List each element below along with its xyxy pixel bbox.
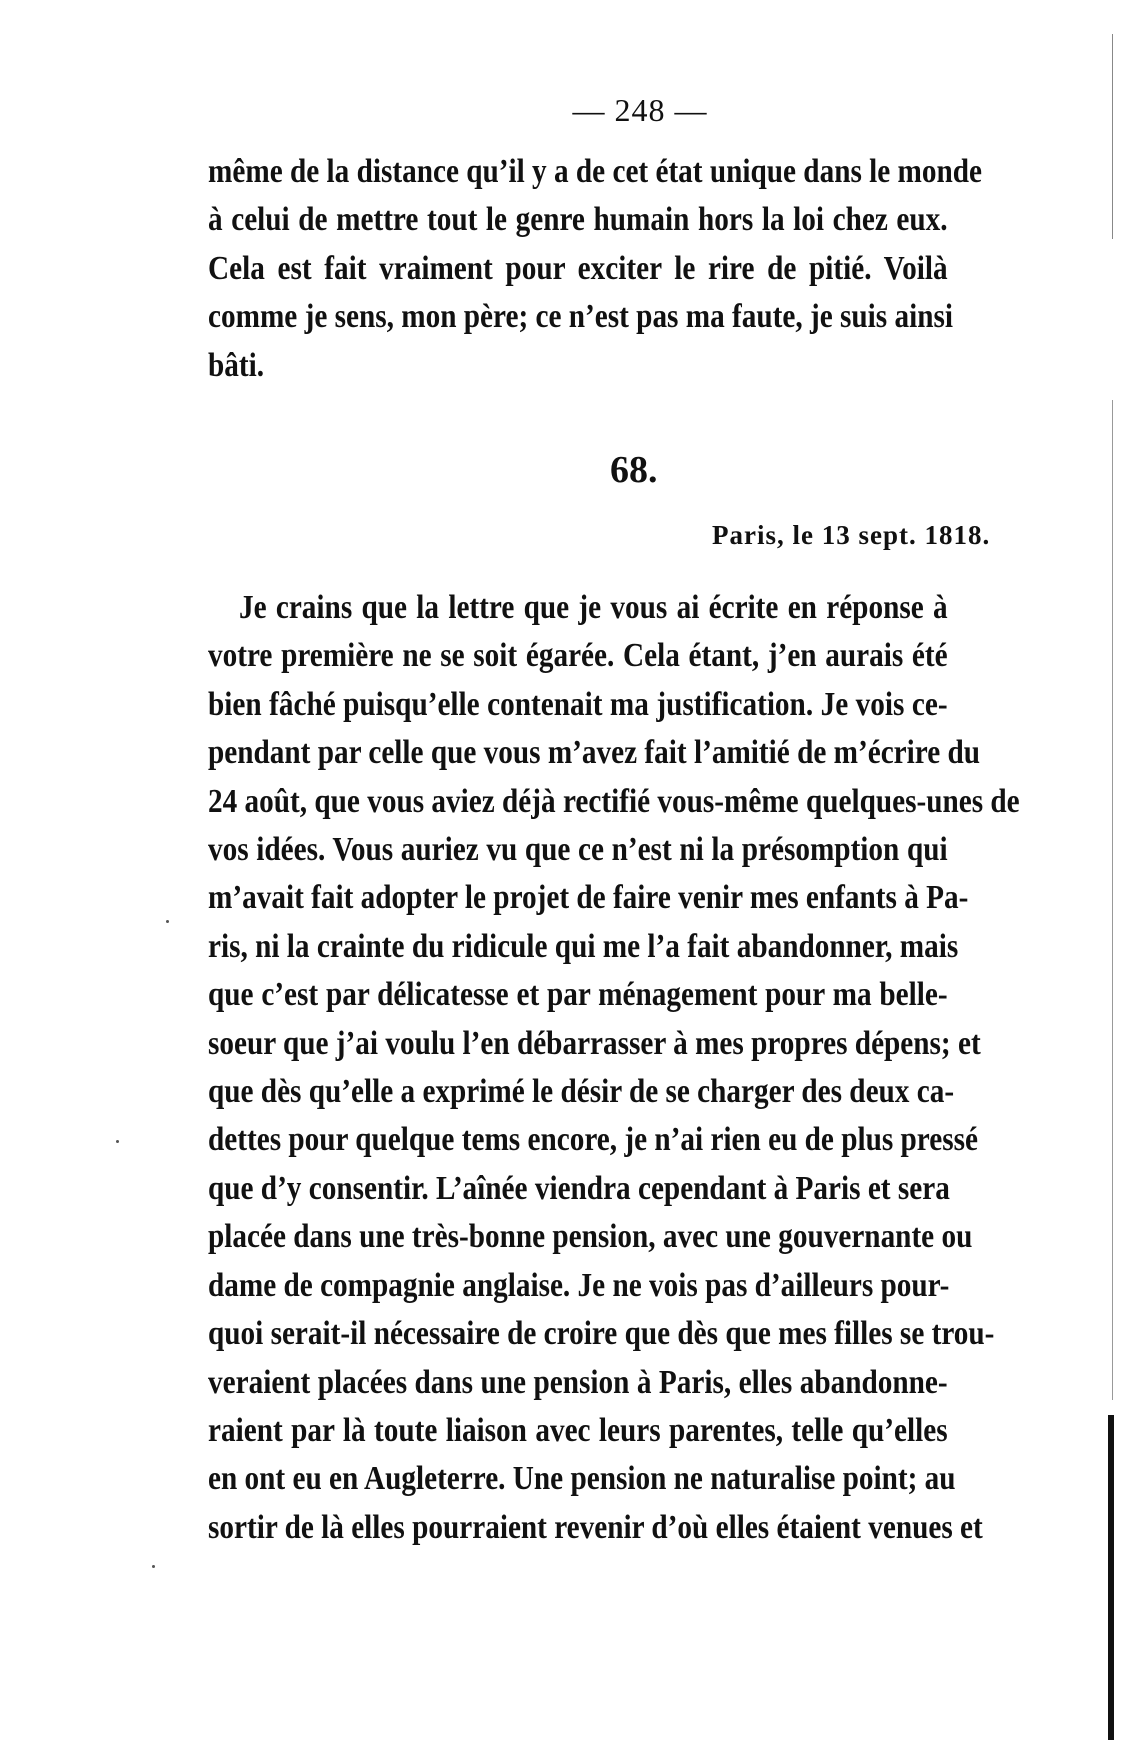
text-line: 24 août, que vous aviez déjà rectifié vous-même quelques-unes de (208, 782, 1020, 820)
letter-number: 68. (610, 449, 658, 491)
text-line: votre première ne se soit égarée. Cela étant, j’en aurais été (208, 637, 948, 675)
page-number: — 248 — (572, 92, 708, 128)
scan-edge-rule (1108, 1415, 1114, 1740)
text-line: en ont eu en Augleterre. Une pension ne naturalise point; au (208, 1460, 956, 1498)
text-line: que dès qu’elle a exprimé le désir de se charger des deux ca- (208, 1073, 955, 1111)
scan-speck (166, 920, 169, 923)
scan-edge-rule (1112, 400, 1113, 1400)
text-line: Je crains que la lettre que je vous ai écrite en réponse à (238, 589, 948, 626)
text-line: vos idées. Vous auriez vu que ce n’est ni la présomption qui (208, 831, 948, 869)
scan-speck (116, 1140, 119, 1143)
text-line: même de la distance qu’il y a de cet état unique dans le monde (208, 153, 983, 190)
text-line: comme je sens, mon père; ce n’est pas ma faute, je suis ainsi (208, 298, 953, 336)
text-line: à celui de mettre tout le genre humain hors la loi chez eux. (208, 201, 948, 239)
text-line: placée dans une très-bonne pension, avec une gouvernante ou (208, 1218, 973, 1256)
letter-body (208, 584, 1020, 1552)
text-line: m’avait fait adopter le projet de faire venir mes enfants à Pa- (208, 879, 969, 917)
text-line: bien fâché puisqu’elle contenait ma justification. Je vois ce- (208, 685, 948, 723)
text-line: dettes pour quelque tems encore, je n’ai rien eu de plus pressé (208, 1121, 978, 1159)
text-line: raient par là toute liaison avec leurs parentes, telle qu’elles (208, 1411, 948, 1449)
text-line: sortir de là elles pourraient revenir d’où elles étaient venues et (208, 1508, 983, 1546)
text-line: pendant par celle que vous m’avez fait l’amitié de m’écrire du (208, 734, 981, 772)
text-line: que d’y consentir. L’aînée viendra cependant à Paris et sera (208, 1169, 950, 1207)
letter-dateline: Paris, le 13 sept. 1818. (712, 520, 991, 550)
text-line: ris, ni la crainte du ridicule qui me l’a fait abandonner, mais (208, 927, 959, 965)
text-line: veraient placées dans une pension à Paris, elles abandonne- (208, 1363, 948, 1401)
text-line: que c’est par délicatesse et par ménagement pour ma belle- (208, 976, 948, 1014)
text-line: quoi serait-il nécessaire de croire que dès que mes filles se trou- (208, 1315, 995, 1353)
scan-edge-rule (1112, 34, 1113, 239)
text-line: dame de compagnie anglaise. Je ne vois pas d’ailleurs pour- (208, 1266, 950, 1304)
scan-speck (152, 1565, 155, 1568)
text-line: Cela est fait vraiment pour exciter le rire de pitié. Voilà (208, 249, 948, 287)
text-line: bâti. (208, 346, 265, 384)
text-line: soeur que j’ai voulu l’en débarrasser à mes propres dépens; et (208, 1024, 981, 1062)
continued-paragraph (208, 148, 983, 390)
